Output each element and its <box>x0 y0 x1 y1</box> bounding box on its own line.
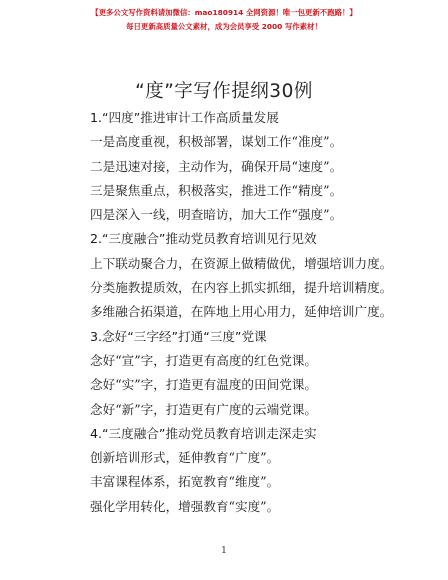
body-line: 多维融合拓渠道，在阵地上用心用力，延伸培训广度。 <box>90 304 393 320</box>
body-line: 上下联动聚合力，在资源上做精做优，增强培训力度。 <box>90 255 393 271</box>
section-heading: 1.“四度”推进审计工作高质量发展 <box>90 110 279 125</box>
promo-banner <box>0 6 448 34</box>
body-line: 一是高度重视，积极部署，谋划工作“准度”。 <box>90 134 343 150</box>
body-line: 念好“实”字，打造更有温度的田间党课。 <box>90 377 317 393</box>
section-heading: 4.“三度融合”推动党员教育培训走深走实 <box>90 425 317 441</box>
body-line: 念好“宣”字，打造更有高度的红色党课。 <box>90 352 317 368</box>
body-line: 三是聚焦重点，积极落实，推进工作“精度”。 <box>90 182 343 198</box>
promo-banner-line-1: 【更多公文写作资料请加微信：mao180914 全网资源！唯一包更新不跑路！】 <box>91 8 357 17</box>
body-line: 强化学用转化，增强教育“实度”。 <box>90 498 280 514</box>
body-line: 分类施教提质效，在内容上抓实抓细，提升培训精度。 <box>90 280 393 296</box>
body-line: 创新培训形式，延伸教育“广度”。 <box>90 450 280 466</box>
body-line: 二是迅速对接，主动作为，确保开局“速度”。 <box>90 158 343 174</box>
section-heading: 2.“三度融合”推动党员教育培训见行见效 <box>90 231 317 247</box>
document-body <box>90 106 430 519</box>
page-number: 1 <box>221 546 227 556</box>
section-heading: 3.念好“三字经”打通“三度”党课 <box>90 328 267 344</box>
promo-banner-line-2: 每日更新高质量公文素材，成为会员享受 2000 写作素材！ <box>126 22 322 31</box>
document-title: “度”字写作提纲30例 <box>135 81 313 102</box>
body-line: 四是深入一线，明查暗访，加大工作“强度”。 <box>90 207 343 223</box>
body-line: 念好“新”字，打造更有广度的云端党课。 <box>90 401 317 417</box>
body-line: 丰富课程体系，拓宽教育“维度”。 <box>90 474 280 490</box>
